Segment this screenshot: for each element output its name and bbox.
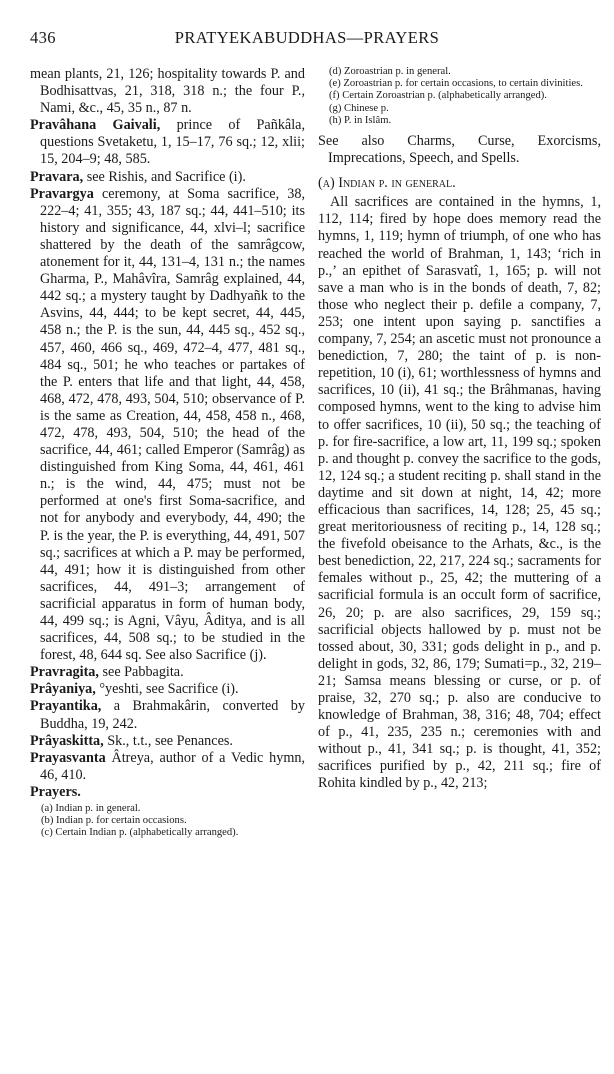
index-entry: Pravâhana Gaivali, prince of Pañkâla, questions Svetaketu, 1, 15–17, 76 sq.; 12, xlii; 15, 204–9; 48, 585. [30, 117, 305, 168]
index-entry: mean plants, 21, 126; hospitality towards P. and Bodhisattvas, 21, 318, 318 n.; the four P., Nami, &c., 45, 35 n., 87 n. [30, 66, 305, 117]
subdivision-item: (a) Indian p. in general. [41, 803, 141, 815]
index-entry: Pravara, see Rishis, and Sacrifice (i). [30, 168, 246, 185]
running-title: PRATYEKABUDDHAS—PRAYERS [174, 28, 440, 47]
index-entry: Pravargya ceremony, at Soma sacrifice, 38, 222–4; 41, 355; 43, 187 sq.; 44, 441–510; its history and significance, 44, xlvi–l; sacrifice shattered by the death of the samrâgcow, atonement for it, 44, 131–4, 131 n.; the names Gharma, P., Mahâvîra, Samrâg explained, 44, 442 sq.; a mystery taught by Dadhyañk to the Asvins, 44, 444; to be kept secret, 44, 445, 458 n.; the P. is the sun, 44, 445 sq., 452 sq., 457, 460, 466 sq., 469, 472–4, 477, 481 sq., 484 sq., 501; he who teaches or partakes of the P. enters that life and that light, 44, 458, 468, 472, 478, 493, 504, 510; observance of P. is the same as Creation, 44, 458, 458 n., 468, 472, 478, 493, 504, 510; the head of the sacrifice, 44, 461; called Emperor (Samrâg) as distinguished from King Soma, 44, 461, 461 n.; is the wind, 44, 475; must not be performed at one's first Soma-sacrifice, and not for anybody and everybody, 44, 490; the P. is the year, the P. is everything, 44, 491, 507 sq.; sacrifices at which a P. may be performed, 44, 491; how it is distinguished from other sacrifices, 44, 491–3; arrangement of sacrificial apparatus in form of human body, 44, 499 sq.; is Agni, Vâyu, Âditya, and is all sacrifices, 44, 508 sq.; to be studied in the forest, 48, 644 sq. See also Sacrifice (j). [30, 185, 305, 664]
subdivision-item: (f) Certain Zoroastrian p. (alphabetically arranged). [329, 90, 547, 102]
section-text: All sacrifices are contained in the hymns, 1, 112, 114; fired by hope does memory read the hymns, 1, 119; hymn of triumph, of one who has reached the world of Brahman, 1, 143; ‘rich in p.,’ an epithet of Sarasvatî, 1, 165; p. will not save a man who is in the bonds of death, 7, 82; those who neglect their p. defile a company, 7, 253; one intent upon saying p. sanctifies a company, 7, 254; an ascetic must not pronounce a benediction, 7, 280; the taint of p. is non-repetition, 10 (i), 61; worthlessness of hymns and sacrifices, 10 (ii), 41 sq.; the Brâhmanas, having composed hymns, went to the king to advise him to offer sacrifices, 10 (ii), 50 sq.; the teaching of p. for fire-sacrifice, a low art, 11, 199 sq.; spoken p. and thought p. convey the sacrifice to the gods, 12, 124 sq.; a student reciting p. shall stand in the daytime and sit down at night, 14, 42; more efficacious than sacrifices, 14, 128; 25, 45 sq.; great meritoriousness of reciting p., 14, 128 sq.; the fivefold obeisance to the Arhats, &c., is the best benediction, 22, 217, 224 sq.; sacraments for females without p., 25, 42; the muttering of a sacrificial formula is an occult form of sacrifice, 26, 20; p. are also sacrifices, 29, 159 sq.; sacrificial objects hallowed by p. must not be tossed about, 30, 331; gods delight in p., and p. delight in gods, 32, 86, 179; Sumati=p., 32, 219–21; Samsa means blessing or curse, or p. of praise, 32, 270 sq.; p. also are conducive to knowledge of Brahman, 38, 316; 48, 704; effect of p., 41, 235, 235 n.; ceremonies with and without p., 41, 341 sq.; p. is thought, 41, 352; sacrifices purified by p., 42, 211 sq.; fire of Rohita kindled by p., 42, 213; [318, 194, 601, 792]
section-heading: (a) Indian p. in general. [318, 175, 456, 192]
subdivision-item: (h) P. in Islâm. [329, 114, 392, 126]
subdivision-item: (g) Chinese p. [329, 102, 389, 114]
index-entry: Prayasvanta Âtreya, author of a Vedic hymn, 46, 410. [30, 749, 305, 783]
index-entry: Prâyaskitta, Sk., t.t., see Penances. [30, 732, 233, 749]
index-entry-prayers: Prayers. [30, 783, 81, 800]
subdivision-item: (e) Zoroastrian p. for certain occasions, to certain divinities. [329, 78, 583, 90]
index-entry: Pravragita, see Pabbagita. [30, 664, 184, 681]
index-entry: Prayantika, a Brahmakârin, converted by Buddha, 19, 242. [30, 698, 305, 732]
prayers-subdivision-list-continued [318, 66, 601, 127]
page-number: 436 [30, 28, 56, 47]
see-also-note: See also Charms, Curse, Exorcisms, Imprecations, Speech, and Spells. [318, 133, 601, 167]
subdivision-item: (d) Zoroastrian p. in general. [329, 66, 451, 77]
left-column [30, 66, 305, 840]
index-entry: Prâyaniya, °yeshti, see Sacrifice (i). [30, 681, 239, 698]
subdivision-item: (c) Certain Indian p. (alphabetically arranged). [41, 827, 239, 839]
subdivision-item: (b) Indian p. for certain occasions. [41, 815, 187, 827]
running-header [30, 28, 584, 50]
prayers-subdivision-list [30, 803, 305, 840]
right-column [318, 66, 601, 793]
